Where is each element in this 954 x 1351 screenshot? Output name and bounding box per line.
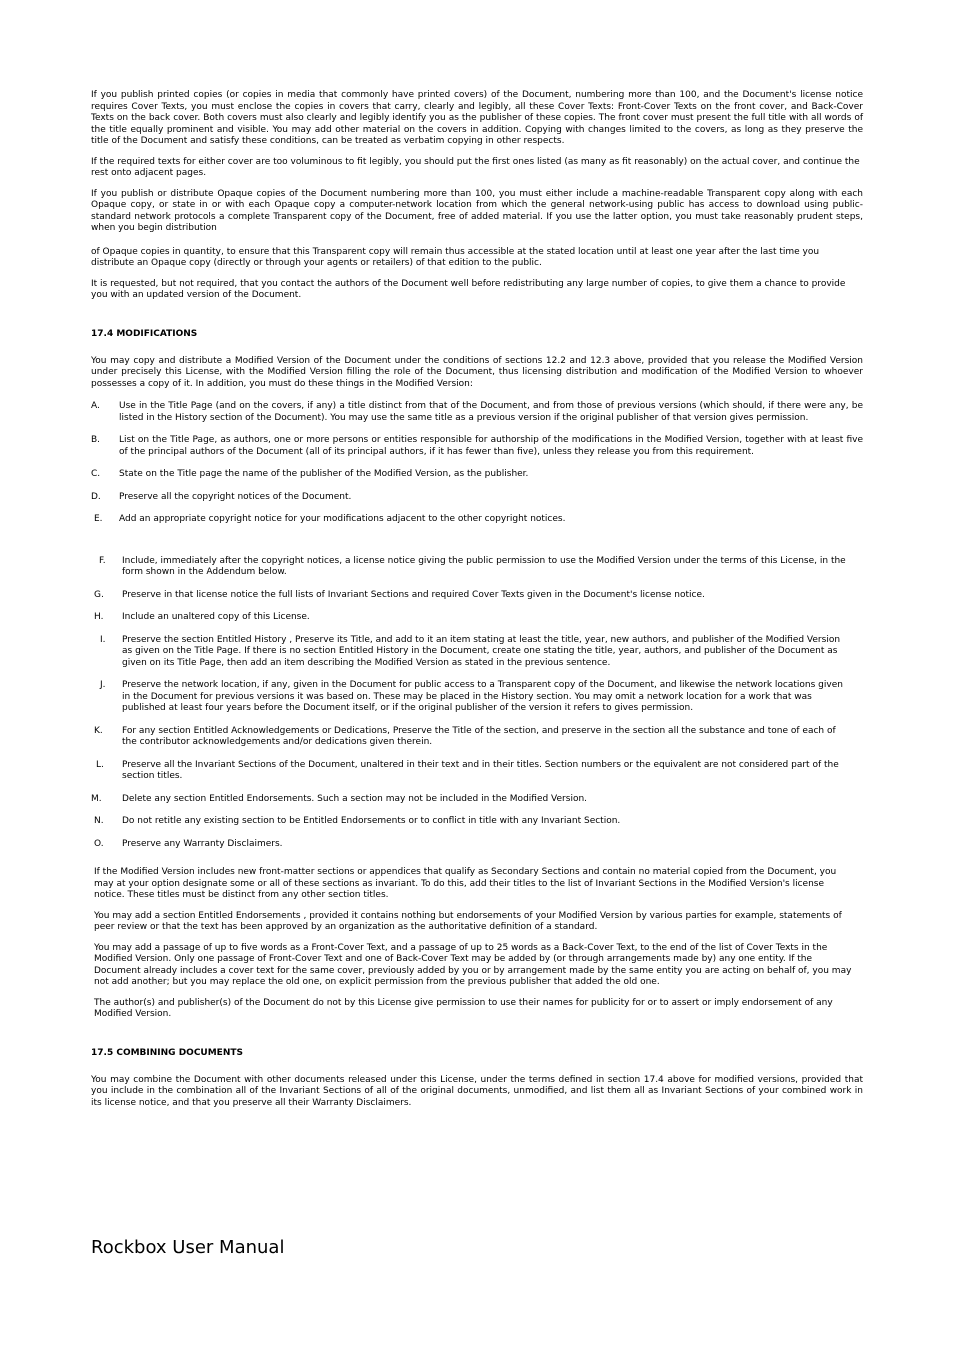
list-item-text: Preserve the section Entitled History , Preserve its Title, and add to it an item stating at least the title, year, new authors, and publisher of the Modified Version as given on the Title Page. If there is no section Entitled History in the Document, create one stating the title, year, authors, and publisher of the Document as given on its Title Page, then add an item describing the Modified Version as stated in the previous sentence. xyxy=(122,634,841,668)
paragraph-secondary-sections: If the Modified Version includes new front-matter sections or appendices that qualify as Secondary Sections and contain no material copied from the Document, you may at your option designate some or all of these sections as invariant. To do this, add their titles to the list of Invariant Sections in the Modified Version's license notice. These titles must be distinct from any other section titles. xyxy=(94,867,837,900)
list-item xyxy=(91,612,851,624)
list-item-text: Delete any section Entitled Endorsements. Such a section may not be included in the Modified Version. xyxy=(122,793,588,804)
section-heading-combining: 17.5 COMBINING DOCUMENTS xyxy=(91,1047,243,1058)
list-item xyxy=(91,794,851,806)
list-marker: B. xyxy=(91,435,101,445)
list-marker: M. xyxy=(91,793,102,804)
section-heading-modifications: 17.4 MODIFICATIONS xyxy=(91,328,198,339)
list-marker: G. xyxy=(94,589,104,600)
list-marker: J. xyxy=(100,680,106,690)
paragraph-cover-texts: If you publish printed copies (or copies in media that commonly have printed covers) of the Document, numbering more than 100, and the Document's license notice requires Cover Texts, you must enclose the copies in covers that carry, clearly and legibly, all these Cover Texts: Front-Cover Texts on the front cover, and Back-Cover Texts on the back cover. Both covers must also clearly and legibly identify you as the publisher of these copies. The front cover must present the full title with all words of the title equally prominent and visible. You may add other material on the covers in addition. Copying with changes limited to the covers, as long as they preserve the title of the Document and satisfy these conditions, can be treated as verbatim copying in other respects. xyxy=(91,90,863,146)
list-marker: I. xyxy=(100,634,106,645)
list-marker: K. xyxy=(94,725,103,736)
list-marker: A. xyxy=(91,401,100,411)
list-item-text: For any section Entitled Acknowledgements or Dedications, Preserve the Title of the section, and preserve in the section all the substance and tone of each of the contributor acknowledgements and/or dedications given therein. xyxy=(122,725,836,747)
list-item-text: Include an unaltered copy of this License. xyxy=(122,612,310,622)
paragraph-endorsements: You may add a section Entitled Endorsements , provided it contains nothing but endorsements of your Modified Version by various parties for example, statements of peer review or that the text has been approved by an organization as the authoritative definition of a standard. xyxy=(94,910,842,932)
list-item-text: Preserve the network location, if any, given in the Document for public access to a Transparent copy of the Document, and likewise the network locations given in the Document for previous versions it was based on. These may be placed in the History section. You may omit a network location for a work that was published at least four years before the Document itself, or if the original publisher of the version it refers to gives permission. xyxy=(122,680,843,713)
list-item-text: Preserve any Warranty Disclaimers. xyxy=(122,838,283,849)
list-item xyxy=(91,590,851,602)
list-marker: D. xyxy=(91,491,101,502)
paragraph-cover-text-passages: You may add a passage of up to five words as a Front-Cover Text, and a passage of up to 25 words as a Back-Cover Text, to the end of the list of Cover Texts in the Modified Version. Only one passage of Front-Cover Text and one of Back-Cover Text may be added by (or through arrangements made by) any one entity. If the Document already includes a cover text for the same cover, previously added by you or by arrangement made by the same entity you are acting on behalf of, you may not add another; but you may replace the old one, on explicit permission from the previous publisher that added the old one. xyxy=(94,942,852,987)
modifications-closing xyxy=(91,867,854,1021)
list-item xyxy=(91,839,851,851)
list-item xyxy=(91,760,851,783)
list-item xyxy=(91,469,863,481)
list-item xyxy=(91,514,863,526)
list-marker: E. xyxy=(94,514,103,524)
list-item-text: Use in the Title Page (and on the covers, if any) a title distinct from that of the Document, and from those of previous versions (which should, if there were any, be listed in the History section of the Document). You may use the same title as a previous version if the original publisher of that version gives permission. xyxy=(119,401,863,423)
list-marker: H. xyxy=(94,612,104,622)
list-item xyxy=(91,816,851,828)
list-item-text: Preserve all the Invariant Sections of the Document, unaltered in their text and in their titles. Section numbers or the equivalent are not considered part of the section titles. xyxy=(122,759,839,781)
list-marker: C. xyxy=(91,469,101,479)
list-marker: F. xyxy=(99,555,106,566)
footer-manual-title: Rockbox User Manual xyxy=(91,1237,285,1258)
paragraph-contact-authors: It is requested, but not required, that you contact the authors of the Document well before redistributing any large number of copies, to give them a chance to provide you with an updated version of the Document. xyxy=(91,278,846,300)
list-item-text: Include, immediately after the copyright notices, a license notice giving the public permission to use the Modified Version under the terms of this License, in the form shown in the Addendum below. xyxy=(122,555,846,577)
page-body xyxy=(91,90,863,1118)
list-item-text: Preserve all the copyright notices of the Document. xyxy=(119,491,352,502)
list-item xyxy=(91,635,851,670)
list-item-text: List on the Title Page, as authors, one or more persons or entities responsible for authorship of the modifications in the Modified Version, together with at least five of the principal authors of the Document (all of its principal authors, if it has fewer than five), unless they release you from this requirement. xyxy=(119,435,863,457)
list-item xyxy=(91,401,863,424)
list-item-text: Preserve in that license notice the full lists of Invariant Sections and required Cover Texts given in the Document's license notice. xyxy=(122,589,705,600)
paragraph-voluminous: If the required texts for either cover are too voluminous to fit legibly, you should put the first ones listed (as many as fit reasonably) on the actual cover, and continue the rest onto adjacent pages. xyxy=(91,156,860,178)
list-item xyxy=(91,726,851,749)
paragraph-opaque-copies: If you publish or distribute Opaque copies of the Document numbering more than 100, you must either include a machine-readable Transparent copy along with each Opaque copy, or state in or with each Opaque copy a computer-network location from which the general network-using public has access to download using public-standard network protocols a complete Transparent copy of the Document, free of added material. If you use the latter option, you must take reasonably prudent steps, when you begin distribution xyxy=(91,188,863,233)
list-marker: L. xyxy=(96,759,104,770)
list-item xyxy=(91,680,851,715)
list-item xyxy=(91,435,863,458)
paragraph-publicity: The author(s) and publisher(s) of the Document do not by this License give permission to use their names for publicity for or to assert or imply endorsement of any Modified Version. xyxy=(94,997,833,1019)
paragraph-opaque-quantity: of Opaque copies in quantity, to ensure that this Transparent copy will remain thus accessible at the stated location until at least one year after the last time you distribute an Opaque copy (directly or through your agents or retailers) of that edition to the public. xyxy=(91,246,820,268)
list-marker: O. xyxy=(94,838,104,849)
list-item xyxy=(91,556,851,579)
list-item-text: Add an appropriate copyright notice for your modifications adjacent to the other copyright notices. xyxy=(119,514,566,524)
paragraph-modifications-intro: You may copy and distribute a Modified Version of the Document under the conditions of sections 12.2 and 12.3 above, provided that you release the Modified Version under precisely this License, with the Modified Version filling the role of the Document, thus licensing distribution and modification of the Modified Version to whoever possesses a copy of it. In addition, you must do these things in the Modified Version: xyxy=(91,355,863,389)
list-item xyxy=(91,492,863,504)
paragraph-combining: You may combine the Document with other documents released under this License, under the terms defined in section 17.4 above for modified versions, provided that you include in the combination all of the Invariant Sections of all of the original documents, unmodified, and list them all as Invariant Sections of your combined work in its license notice, and that you preserve all their Warranty Disclaimers. xyxy=(91,1074,863,1108)
modifications-list-a-e xyxy=(91,401,863,526)
list-item-text: Do not retitle any existing section to be Entitled Endorsements or to conflict in title with any Invariant Section. xyxy=(122,816,621,826)
list-item-text: State on the Title page the name of the publisher of the Modified Version, as the publisher. xyxy=(119,469,529,479)
list-marker: N. xyxy=(94,816,104,826)
modifications-list-f-o xyxy=(91,556,851,851)
